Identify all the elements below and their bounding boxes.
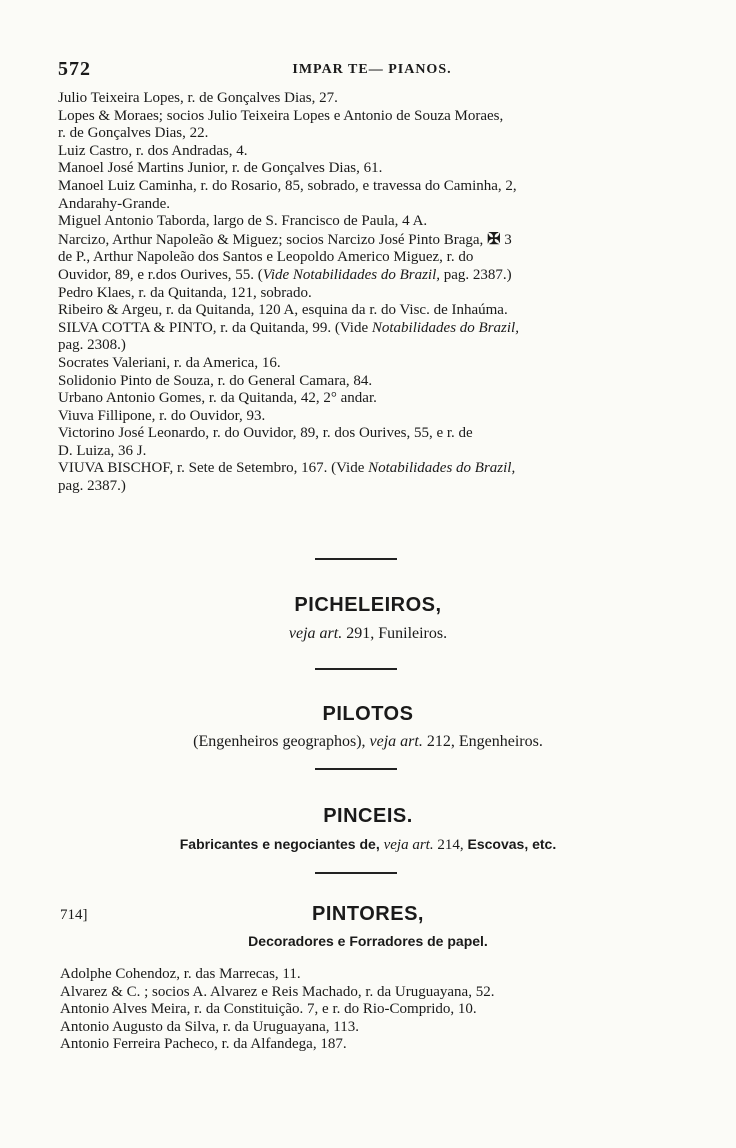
painters-list (60, 966, 690, 1054)
section-title-pinceis: PINCEIS. (323, 805, 413, 827)
list-item: Ribeiro & Argeu, r. da Quitanda, 120 A, esquina da r. do Visc. de Inhaúma. (58, 302, 508, 319)
list-item: Manoel José Martins Junior, r. de Gonçalves Dias, 61. (58, 160, 383, 177)
list-item: Lopes & Moraes; socios Julio Teixeira Lopes e Antonio de Souza Moraes, r. de Gonçalves Dias, 22. (58, 107, 504, 142)
list-item: Antonio Ferreira Pacheco, r. da Alfandega, 187. (60, 1036, 347, 1053)
cross-icon: ✠ (487, 230, 501, 248)
list-item: Antonio Alves Meira, r. da Constituição. 7, e r. do Rio-Comprido, 10. (60, 1001, 477, 1018)
section-sub-pintores: Decoradores e Forradores de papel. (248, 933, 488, 949)
list-item: Julio Teixeira Lopes, r. de Gonçalves Dias, 27. (58, 90, 338, 106)
piano-dealers-list (58, 90, 694, 496)
section-title-picheleiros: PICHELEIROS, (294, 594, 442, 616)
list-item: Antonio Augusto da Silva, r. da Uruguayana, 113. (60, 1018, 359, 1035)
page-number: 572 (58, 58, 91, 80)
list-item-viuva-bischof: VIUVA BISCHOF, r. Sete de Setembro, 167. (Vide Notabilidades do Brazil, pag. 2387.) (58, 460, 516, 495)
list-item: Alvarez & C. ; socios A. Alvarez e Reis Machado, r. da Uruguayana, 52. (60, 983, 495, 1000)
divider (315, 872, 397, 874)
section-sub-picheleiros: veja art. 291, Funileiros. (288, 625, 448, 642)
list-item: Manoel Luiz Caminha, r. do Rosario, 85, sobrado, e travessa do Caminha, 2, Andarahy-Grande. (58, 177, 517, 212)
list-item: Luiz Castro, r. dos Andradas, 4. (58, 142, 248, 159)
list-item-napoleao: Narcizo, Arthur Napoleão & Miguez; socios Narcizo José Pinto Braga, ✠ 3 de P., Arthur Napoleão dos Santos e Leopoldo Americo Miguez, r. do Ouvidor, 89, e r.dos Ourives, 55. (Vide Notabilidades do Brazil, pag. 2387.) (58, 230, 512, 283)
list-item: Miguel Antonio Taborda, largo de S. Francisco de Paula, 4 A. (58, 213, 428, 230)
list-item: Socrates Valeriani, r. da America, 16. (58, 354, 281, 371)
list-item: Urbano Antonio Gomes, r. da Quitanda, 42, 2° andar. (58, 390, 377, 407)
list-item: Solidonio Pinto de Souza, r. do General Camara, 84. (58, 372, 373, 389)
list-item: Viuva Fillipone, r. do Ouvidor, 93. (58, 407, 266, 424)
section-sub-pinceis: Fabricantes e negociantes de, veja art. 214, Escovas, etc. (179, 836, 557, 853)
list-item: Victorino José Leonardo, r. do Ouvidor, 89, r. dos Ourives, 55, e r. de D. Luiza, 36 J. (58, 425, 473, 459)
list-item-silva-cotta: SILVA COTTA & PINTO, r. da Quitanda, 99. (Vide Notabilidades do Brazil, pag. 2308.) (58, 319, 519, 354)
divider (315, 668, 397, 670)
section-title-pintores: PINTORES, (312, 903, 424, 925)
running-title: IMPAR TE— PIANOS. (292, 62, 452, 77)
list-item: Adolphe Cohendoz, r. das Marrecas, 11. (60, 966, 301, 982)
section-sub-pilotos: (Engenheiros geographos), veja art. 212, Engenheiros. (193, 733, 543, 750)
running-header (58, 58, 686, 84)
list-item: Pedro Klaes, r. da Quitanda, 121, sobrado. (58, 284, 312, 301)
margin-article-number: 714] (60, 907, 88, 923)
divider (315, 558, 397, 560)
divider (315, 768, 397, 770)
section-title-pilotos: PILOTOS (322, 703, 414, 725)
